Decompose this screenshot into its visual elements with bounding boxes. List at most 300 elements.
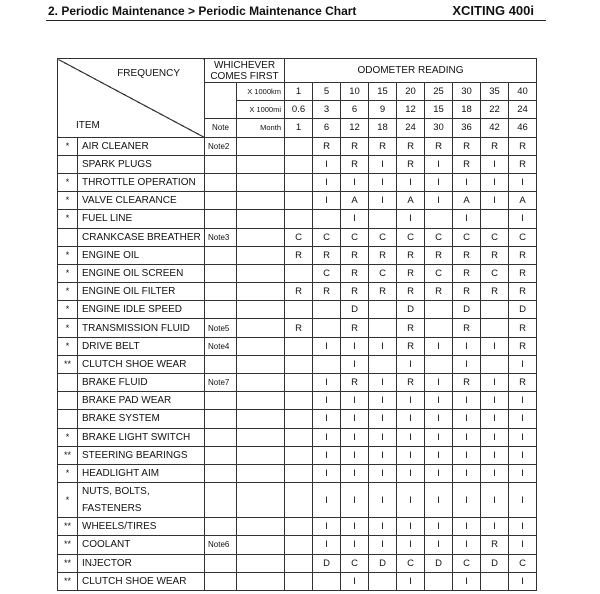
note-header: Note [205, 119, 237, 137]
whichever-blank [237, 192, 285, 210]
schedule-cell: I [509, 464, 537, 482]
schedule-cell [285, 173, 313, 191]
schedule-cell: R [397, 246, 425, 264]
schedule-cell: I [425, 483, 453, 518]
schedule-cell: A [509, 192, 537, 210]
schedule-cell: I [481, 518, 509, 536]
schedule-cell: I [341, 446, 369, 464]
note-ref [205, 428, 237, 446]
schedule-cell: C [341, 554, 369, 572]
importance-mark: * [58, 464, 78, 482]
maintenance-item: BRAKE FLUID [78, 374, 205, 392]
km-value: 1 [285, 83, 313, 101]
schedule-cell: I [369, 428, 397, 446]
schedule-cell: R [425, 137, 453, 155]
table-row [58, 554, 537, 572]
schedule-cell: I [509, 518, 537, 536]
schedule-cell: I [397, 173, 425, 191]
schedule-cell: C [285, 228, 313, 246]
importance-mark: ** [58, 518, 78, 536]
schedule-cell: D [509, 301, 537, 319]
header-rule [46, 20, 546, 21]
schedule-cell: R [397, 264, 425, 282]
whichever-blank [237, 173, 285, 191]
note-ref [205, 192, 237, 210]
note-ref [205, 246, 237, 264]
schedule-cell: R [481, 283, 509, 301]
schedule-cell [285, 483, 313, 518]
schedule-cell: I [453, 518, 481, 536]
schedule-cell: R [509, 155, 537, 173]
schedule-cell: I [397, 536, 425, 554]
maintenance-item: INJECTOR [78, 554, 205, 572]
schedule-cell: R [453, 246, 481, 264]
schedule-cell: C [397, 554, 425, 572]
schedule-cell: D [369, 554, 397, 572]
schedule-cell [285, 155, 313, 173]
schedule-cell: I [481, 428, 509, 446]
schedule-cell: I [509, 428, 537, 446]
schedule-cell [285, 355, 313, 373]
schedule-cell: I [369, 173, 397, 191]
table-row [58, 155, 537, 173]
km-value: 20 [397, 83, 425, 101]
km-value: 40 [509, 83, 537, 101]
schedule-cell: R [481, 246, 509, 264]
month-value: 30 [425, 119, 453, 137]
note-ref [205, 483, 237, 518]
schedule-cell: I [397, 392, 425, 410]
km-value: 5 [313, 83, 341, 101]
table-row [58, 283, 537, 301]
table-row [58, 410, 537, 428]
importance-mark: * [58, 192, 78, 210]
schedule-cell: I [369, 446, 397, 464]
importance-mark: * [58, 210, 78, 228]
schedule-cell: R [509, 319, 537, 337]
unit-mi: X 1000mi [237, 101, 285, 119]
schedule-cell: R [509, 283, 537, 301]
schedule-cell: R [425, 246, 453, 264]
maintenance-item: BRAKE LIGHT SWITCH [78, 428, 205, 446]
schedule-cell [285, 572, 313, 590]
schedule-cell: I [369, 410, 397, 428]
schedule-cell: R [509, 374, 537, 392]
schedule-cell [369, 319, 397, 337]
schedule-cell: R [397, 137, 425, 155]
schedule-cell: R [453, 155, 481, 173]
schedule-cell: I [481, 155, 509, 173]
schedule-cell: I [397, 210, 425, 228]
frequency-item-corner [58, 59, 205, 138]
note-ref: Note3 [205, 228, 237, 246]
schedule-cell: I [397, 410, 425, 428]
schedule-cell: I [425, 410, 453, 428]
whichever-blank [237, 554, 285, 572]
schedule-cell: I [453, 210, 481, 228]
table-row [58, 446, 537, 464]
schedule-cell: R [453, 283, 481, 301]
month-value: 1 [285, 119, 313, 137]
schedule-cell: R [397, 337, 425, 355]
note-ref [205, 518, 237, 536]
importance-mark: ** [58, 536, 78, 554]
schedule-cell: I [481, 392, 509, 410]
whichever-blank [237, 518, 285, 536]
schedule-cell: I [453, 483, 481, 518]
mi-value: 22 [481, 101, 509, 119]
maintenance-item: CRANKCASE BREATHER [78, 228, 205, 246]
importance-mark [58, 392, 78, 410]
importance-mark: ** [58, 355, 78, 373]
note-ref [205, 283, 237, 301]
month-value: 42 [481, 119, 509, 137]
whichever-blank [237, 536, 285, 554]
schedule-cell: I [453, 428, 481, 446]
schedule-cell: I [425, 155, 453, 173]
schedule-cell: I [397, 483, 425, 518]
schedule-cell: I [341, 410, 369, 428]
importance-mark: * [58, 173, 78, 191]
schedule-cell [369, 301, 397, 319]
schedule-cell: I [453, 355, 481, 373]
table-row [58, 210, 537, 228]
schedule-cell: R [285, 246, 313, 264]
schedule-cell: C [481, 264, 509, 282]
schedule-cell: R [369, 246, 397, 264]
schedule-cell: R [509, 264, 537, 282]
importance-mark: * [58, 319, 78, 337]
table-row [58, 536, 537, 554]
table-row [58, 246, 537, 264]
table-row [58, 572, 537, 590]
whichever-comes-first-header [205, 59, 285, 83]
schedule-cell: I [313, 428, 341, 446]
schedule-cell: I [481, 337, 509, 355]
schedule-cell: R [509, 337, 537, 355]
schedule-cell [285, 210, 313, 228]
schedule-cell: I [397, 446, 425, 464]
schedule-cell: I [481, 446, 509, 464]
schedule-cell: I [369, 192, 397, 210]
schedule-cell: I [425, 392, 453, 410]
schedule-cell: I [341, 536, 369, 554]
note-ref [205, 210, 237, 228]
maintenance-item: TRANSMISSION FLUID [78, 319, 205, 337]
schedule-cell [425, 319, 453, 337]
schedule-cell: R [313, 283, 341, 301]
schedule-cell: I [425, 518, 453, 536]
schedule-cell: I [341, 518, 369, 536]
schedule-cell: I [509, 173, 537, 191]
mi-value: 9 [369, 101, 397, 119]
note-ref [205, 410, 237, 428]
mi-value: 12 [397, 101, 425, 119]
schedule-cell: R [453, 374, 481, 392]
maintenance-item: CLUTCH SHOE WEAR [78, 572, 205, 590]
whichever-line1: WHICHEVER [213, 59, 276, 71]
schedule-cell [285, 301, 313, 319]
schedule-cell: I [341, 464, 369, 482]
schedule-cell [369, 210, 397, 228]
importance-mark: * [58, 283, 78, 301]
maintenance-item: SPARK PLUGS [78, 155, 205, 173]
schedule-cell: R [341, 246, 369, 264]
schedule-cell: I [341, 428, 369, 446]
schedule-cell: I [425, 428, 453, 446]
schedule-cell: I [425, 192, 453, 210]
schedule-cell: I [453, 173, 481, 191]
schedule-cell: I [509, 536, 537, 554]
schedule-cell: I [481, 192, 509, 210]
schedule-cell [313, 319, 341, 337]
schedule-cell: I [453, 446, 481, 464]
maintenance-item: ENGINE IDLE SPEED [78, 301, 205, 319]
schedule-cell: C [369, 228, 397, 246]
schedule-cell: R [285, 283, 313, 301]
mi-value: 24 [509, 101, 537, 119]
schedule-cell: R [397, 155, 425, 173]
schedule-cell: C [341, 228, 369, 246]
whichever-blank [237, 392, 285, 410]
schedule-cell: D [313, 554, 341, 572]
schedule-cell: I [481, 410, 509, 428]
schedule-cell [285, 536, 313, 554]
mi-value: 6 [341, 101, 369, 119]
schedule-cell: I [313, 155, 341, 173]
schedule-cell [369, 572, 397, 590]
schedule-cell [285, 554, 313, 572]
schedule-cell: I [453, 337, 481, 355]
month-value: 6 [313, 119, 341, 137]
table-row [58, 374, 537, 392]
schedule-cell: I [397, 355, 425, 373]
maintenance-item: FUEL LINE [78, 210, 205, 228]
note-ref [205, 155, 237, 173]
maintenance-item: NUTS, BOLTS, FASTENERS [78, 483, 205, 518]
schedule-cell: R [481, 137, 509, 155]
month-value: 18 [369, 119, 397, 137]
schedule-cell [285, 374, 313, 392]
schedule-cell: R [285, 319, 313, 337]
maintenance-item: WHEELS/TIRES [78, 518, 205, 536]
schedule-cell [285, 428, 313, 446]
table-row [58, 264, 537, 282]
schedule-cell: I [341, 355, 369, 373]
table-row [58, 428, 537, 446]
schedule-cell: I [369, 374, 397, 392]
whichever-blank [237, 155, 285, 173]
whichever-blank [237, 572, 285, 590]
schedule-cell: R [509, 246, 537, 264]
schedule-cell [425, 355, 453, 373]
whichever-blank [237, 337, 285, 355]
mi-value: 18 [453, 101, 481, 119]
schedule-cell: I [425, 464, 453, 482]
schedule-cell: R [397, 374, 425, 392]
schedule-cell: I [313, 518, 341, 536]
schedule-cell: I [313, 337, 341, 355]
month-value: 12 [341, 119, 369, 137]
whichever-blank [237, 246, 285, 264]
maintenance-item: BRAKE PAD WEAR [78, 392, 205, 410]
month-value: 46 [509, 119, 537, 137]
km-value: 30 [453, 83, 481, 101]
schedule-cell: D [425, 554, 453, 572]
importance-mark [58, 374, 78, 392]
schedule-cell [481, 319, 509, 337]
whichever-blank [237, 301, 285, 319]
maintenance-item: DRIVE BELT [78, 337, 205, 355]
schedule-cell [481, 301, 509, 319]
importance-mark: * [58, 337, 78, 355]
note-ref [205, 264, 237, 282]
schedule-cell: I [509, 446, 537, 464]
table-row [58, 355, 537, 373]
whichever-line2: COMES FIRST [210, 70, 279, 82]
schedule-cell [425, 301, 453, 319]
schedule-cell: I [509, 210, 537, 228]
schedule-cell: I [313, 192, 341, 210]
schedule-cell: C [425, 228, 453, 246]
note-ref: Note6 [205, 536, 237, 554]
schedule-cell: I [313, 536, 341, 554]
km-value: 15 [369, 83, 397, 101]
item-label: ITEM [76, 119, 100, 131]
schedule-cell [481, 210, 509, 228]
schedule-cell [285, 518, 313, 536]
maintenance-item: AIR CLEANER [78, 137, 205, 155]
schedule-cell [481, 355, 509, 373]
schedule-cell: I [425, 173, 453, 191]
maintenance-item: ENGINE OIL [78, 246, 205, 264]
schedule-cell: I [341, 210, 369, 228]
schedule-cell: I [453, 410, 481, 428]
schedule-cell: I [369, 464, 397, 482]
schedule-cell: I [453, 392, 481, 410]
schedule-cell: C [397, 228, 425, 246]
schedule-cell: I [341, 392, 369, 410]
maintenance-item: BRAKE SYSTEM [78, 410, 205, 428]
schedule-cell: R [453, 319, 481, 337]
schedule-cell [285, 264, 313, 282]
schedule-cell: R [397, 319, 425, 337]
schedule-cell: R [509, 137, 537, 155]
note-ref [205, 464, 237, 482]
schedule-cell: I [369, 155, 397, 173]
schedule-cell: R [369, 137, 397, 155]
schedule-cell: I [481, 173, 509, 191]
whichever-blank [237, 410, 285, 428]
whichever-blank [237, 228, 285, 246]
schedule-cell: C [509, 554, 537, 572]
schedule-cell: I [369, 536, 397, 554]
schedule-cell: I [313, 464, 341, 482]
importance-mark: ** [58, 554, 78, 572]
month-value: 24 [397, 119, 425, 137]
unit-month: Month [237, 119, 285, 137]
importance-mark: * [58, 137, 78, 155]
note-ref [205, 392, 237, 410]
maintenance-item: STEERING BEARINGS [78, 446, 205, 464]
schedule-cell: A [341, 192, 369, 210]
schedule-cell: C [481, 228, 509, 246]
schedule-cell: I [425, 337, 453, 355]
schedule-cell: R [397, 283, 425, 301]
section-title: 2. Periodic Maintenance > Periodic Maintenance Chart [48, 4, 357, 18]
note-ref: Note7 [205, 374, 237, 392]
importance-mark [58, 228, 78, 246]
schedule-cell: R [341, 319, 369, 337]
schedule-cell: R [341, 155, 369, 173]
whichever-blank [237, 374, 285, 392]
schedule-cell [425, 572, 453, 590]
km-value: 35 [481, 83, 509, 101]
importance-mark: * [58, 428, 78, 446]
schedule-cell: C [453, 228, 481, 246]
schedule-cell: I [453, 536, 481, 554]
schedule-cell: R [425, 283, 453, 301]
schedule-cell: D [341, 301, 369, 319]
maintenance-item: ENGINE OIL FILTER [78, 283, 205, 301]
importance-mark: * [58, 301, 78, 319]
schedule-cell: R [341, 137, 369, 155]
schedule-cell: I [481, 483, 509, 518]
schedule-cell: I [481, 464, 509, 482]
frequency-label: FREQUENCY [117, 68, 180, 79]
whichever-blank [237, 264, 285, 282]
schedule-cell: C [313, 264, 341, 282]
schedule-cell: I [313, 410, 341, 428]
schedule-cell [313, 301, 341, 319]
schedule-cell [285, 446, 313, 464]
maintenance-item: VALVE CLEARANCE [78, 192, 205, 210]
schedule-cell: R [453, 137, 481, 155]
schedule-cell: I [509, 572, 537, 590]
maintenance-chart-table [57, 58, 537, 591]
importance-mark [58, 155, 78, 173]
schedule-cell: I [425, 446, 453, 464]
importance-mark: * [58, 246, 78, 264]
maintenance-item: COOLANT [78, 536, 205, 554]
schedule-cell: A [397, 192, 425, 210]
schedule-cell: I [509, 410, 537, 428]
schedule-cell: R [313, 246, 341, 264]
schedule-cell: I [509, 355, 537, 373]
schedule-cell [285, 192, 313, 210]
maintenance-rows [58, 137, 537, 590]
whichever-blank [237, 355, 285, 373]
whichever-blank [237, 464, 285, 482]
table-row [58, 392, 537, 410]
unit-km: X 1000km [237, 83, 285, 101]
schedule-cell: I [397, 428, 425, 446]
schedule-cell: C [313, 228, 341, 246]
schedule-cell: I [369, 392, 397, 410]
whichever-blank [237, 283, 285, 301]
schedule-cell: I [341, 173, 369, 191]
schedule-cell: I [313, 446, 341, 464]
schedule-cell [425, 210, 453, 228]
maintenance-item: ENGINE OIL SCREEN [78, 264, 205, 282]
note-ref [205, 446, 237, 464]
schedule-cell [481, 572, 509, 590]
note-ref: Note4 [205, 337, 237, 355]
mi-value: 3 [313, 101, 341, 119]
table-row [58, 137, 537, 155]
schedule-cell: I [313, 483, 341, 518]
schedule-cell: I [313, 173, 341, 191]
